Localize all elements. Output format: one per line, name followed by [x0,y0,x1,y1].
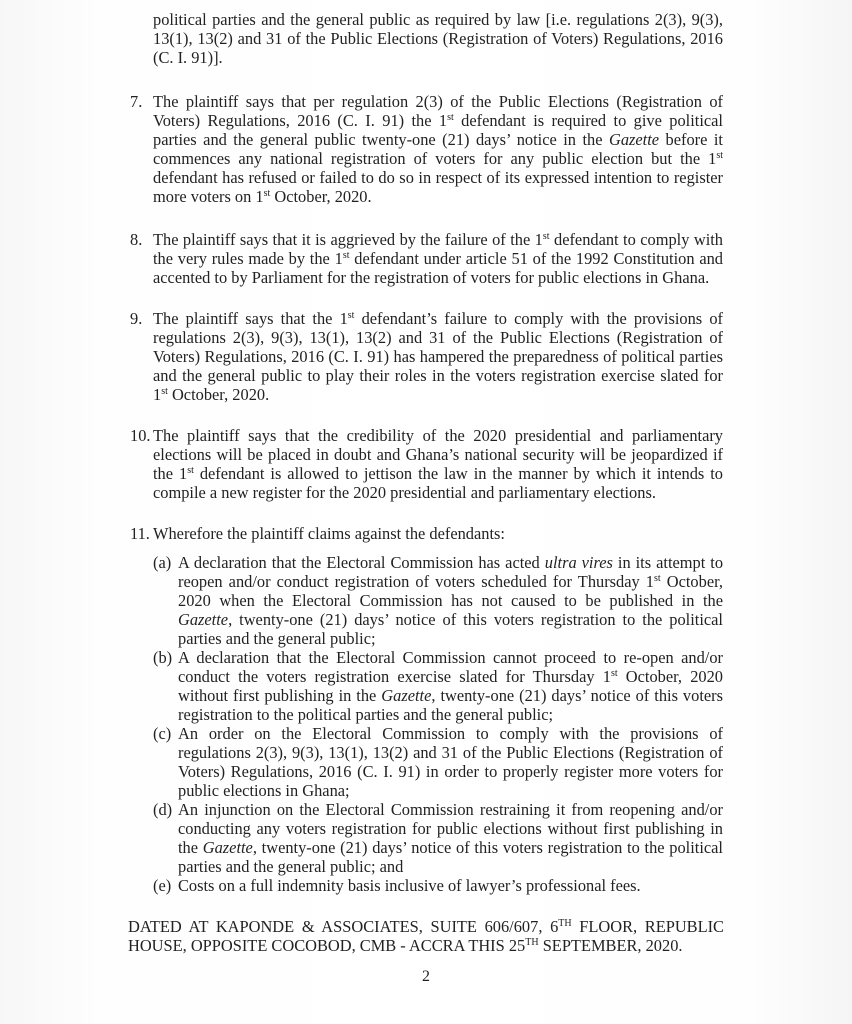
intro-paragraph [0,10,852,67]
text-run: defendant is allowed to jettison the law in the manner by which it intends to compile a new register for the 2020 presidential and parliamentary elections. [153,464,723,502]
paragraph-9 [0,309,852,404]
claim-letter: (e) [153,876,172,895]
text-run: defendant has refused or failed to do so in respect of its expressed intention to register more voters on 1 [153,168,723,206]
text-run: October, 2020 when the Electoral Commission has not caused to be published in the [178,572,723,610]
text-run: An order on the Electoral Commission to comply with the provisions of regulations 2(3), 9(3), 13(1), 13(2) and 31 of the Public Elections (Registration of Voters) Regulations, 2016 (C. I. 91) in order to properly register more voters for public elections in Ghana; [178,724,723,800]
text-run: October, 2020. [167,385,270,404]
ordinal-suffix: st [542,231,550,242]
page-number: 2 [422,968,430,985]
paragraph-number: 11. [130,524,150,543]
claim-e [153,876,723,895]
ordinal-suffix: TH [558,918,572,929]
text-run: A declaration that the Electoral Commission has acted [178,553,545,572]
text-run: FLOOR, REPUBLIC HOUSE, OPPOSITE COCOBOD, CMB - ACCRA THIS 25 [128,917,724,955]
text-run: defendant is required to give political parties and the general public twenty-one (21) days’ notice in the [153,111,723,149]
paragraph-text [153,309,723,404]
ordinal-suffix: st [447,112,454,123]
paragraph-text [153,230,723,287]
claim-a [153,553,723,648]
text-run: SEPTEMBER, 2020. [538,936,683,955]
claim-letter: (b) [153,648,173,667]
paragraph-11 [0,524,852,543]
claim-letter: (a) [153,553,172,572]
ordinal-suffix: st [716,150,723,161]
text-run: The plaintiff says that it is aggrieved by the failure of the 1 [153,230,543,249]
paragraph-text [153,426,723,502]
ordinal-suffix: st [342,250,350,261]
claim-b [153,648,723,724]
text-run: before it commences any national registration of voters for any public election but the 1 [153,130,723,168]
text-run: The plaintiff says that the credibility of the 2020 presidential and parliamentary elections will be placed in doubt and Ghana’s national security will be jeopardized if the 1 [153,426,723,483]
text-run: October, 2020 without first publishing in the [178,667,723,705]
claims-list [153,553,723,895]
text-run: in its attempt to reopen and/or conduct registration of voters scheduled for Thursday 1 [178,553,724,591]
text-run: The plaintiff says that the 1 [153,309,348,328]
dated-statement [128,917,724,955]
paragraph-7 [0,92,852,206]
text-run: The plaintiff says that per regulation 2(3) of the Public Elections (Registration of Voters) Regulations, 2016 (C. I. 91) the 1 [153,92,723,130]
claim-c [153,724,723,800]
text-run: , twenty-one (21) days’ notice of this voters registration to the political parties and the general public; and [178,838,723,876]
italic-term: Gazette [202,838,253,857]
intro-text: political parties and the general public as required by law [i.e. regulations 2(3), 9(3), 13(1), 13(2) and 31 of the Public Elections (Registration of Voters) Regulations, 2016 (C. I. 91)]. [153,10,723,67]
ordinal-suffix: st [187,465,194,476]
text-run: A declaration that the Electoral Commission cannot proceed to re-open and/or conduct the voters registration exercise slated for Thursday 1 [178,648,723,686]
paragraph-number: 9. [130,309,143,328]
text-run: An injunction on the Electoral Commission restraining it from reopening and/or conducting any voters registration for public elections without first publishing in the [178,800,723,857]
text-run: , twenty-one (21) days’ notice of this voters registration to the political parties and the general public; [178,686,723,724]
italic-term: Gazette [381,686,432,705]
paragraph-number: 8. [130,230,143,249]
claim-letter: (c) [153,724,172,743]
ordinal-suffix: st [610,668,618,679]
text-run: October, 2020. [270,187,372,206]
ordinal-suffix: st [654,573,661,584]
paragraph-text [153,92,723,206]
paragraph-10 [0,426,852,502]
page-content [0,10,852,955]
paragraph-8 [0,230,852,287]
text-run: Costs on a full indemnity basis inclusive of lawyer’s professional fees. [178,876,641,895]
italic-term: Gazette [178,610,229,629]
paragraph-number: 10. [130,426,151,445]
paragraph-text: Wherefore the plaintiff claims against the defendants: [153,524,505,543]
claim-letter: (d) [153,800,173,819]
text-run: defendant under article 51 of the 1992 Constitution and accented to by Parliament for the registration of voters for public elections in Ghana. [153,249,723,287]
ordinal-suffix: st [161,386,168,397]
paragraph-number: 7. [130,92,143,111]
text-run: , twenty-one (21) days’ notice of this voters registration to the political parties and the general public; [178,610,723,648]
text-run: defendant’s failure to comply with the provisions of regulations 2(3), 9(3), 13(1), 13(2) and 31 of the Public Elections (Registration of Voters) Regulations, 2016 (C. I. 91) has hampered the preparedness of political parties and the general public to play their roles in the voters registration exercise slated for 1 [153,309,723,404]
claim-d [153,800,723,876]
italic-term: ultra vires [544,553,613,572]
italic-term: Gazette [608,130,660,149]
ordinal-suffix: st [263,188,271,199]
text-run: defendant to comply with the very rules made by the 1 [153,230,724,268]
text-run: DATED AT KAPONDE & ASSOCIATES, SUITE 606/607, 6 [128,917,559,936]
ordinal-suffix: st [347,310,355,321]
ordinal-suffix: TH [525,937,539,948]
